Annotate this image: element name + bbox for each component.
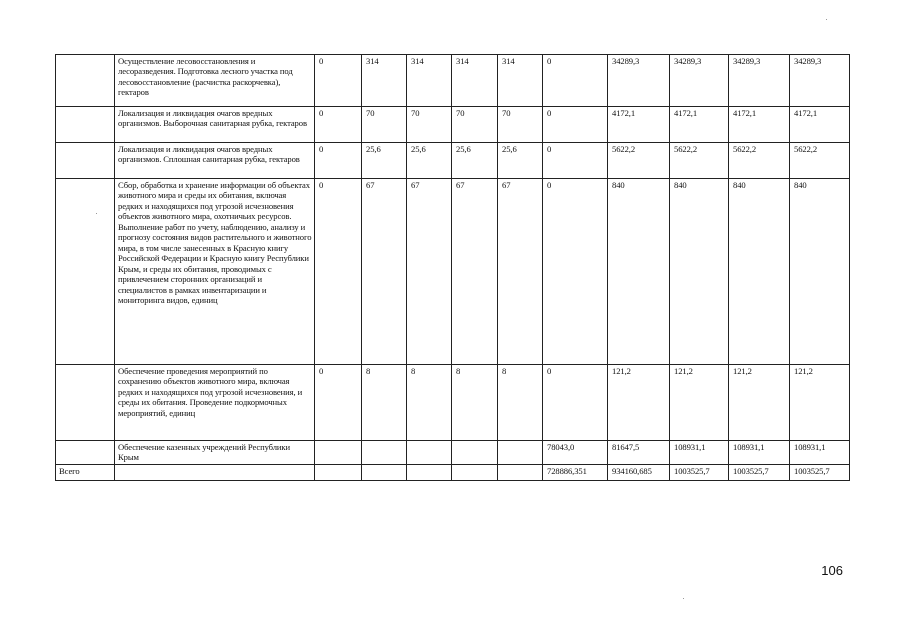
value-cell: 0: [315, 143, 362, 179]
value-cell: 108931,1: [790, 441, 850, 465]
value-cell: 70: [498, 107, 543, 143]
value-cell: [452, 441, 498, 465]
value-cell: 1003525,7: [790, 465, 850, 481]
value-cell: 4172,1: [670, 107, 729, 143]
activity-name-cell: Сбор, обработка и хранение информации об объектах животного мира и среды их обитания, включая редких и находящихся под угрозой исчезновения объектов животного мира, охотничьих ресурсов. Выполнение работ по учету, наблюдению, анализу и прогнозу состояния видов растительного и животного мира, в том числе занесенных в Красную книгу Российской Федерации и Красную книгу Республики Крым, и среды их обитания, проводимых с привлечением сторонних организаций и специалистов в рамках инвентаризации и мониторинга видов, единиц: [115, 179, 315, 365]
value-cell: 70: [362, 107, 407, 143]
value-cell: [407, 465, 452, 481]
value-cell: 314: [452, 55, 498, 107]
activity-name-cell: [115, 465, 315, 481]
scan-speck: [826, 19, 827, 20]
value-cell: 0: [315, 179, 362, 365]
value-cell: 314: [362, 55, 407, 107]
value-cell: 314: [498, 55, 543, 107]
value-cell: 0: [315, 55, 362, 107]
row-label-cell: [56, 365, 115, 441]
table-row: [56, 179, 850, 365]
row-label-cell: Всего: [56, 465, 115, 481]
value-cell: 4172,1: [790, 107, 850, 143]
value-cell: 67: [407, 179, 452, 365]
table-body: [56, 55, 850, 481]
activity-name-cell: Обеспечение казенных учреждений Республики Крым: [115, 441, 315, 465]
activity-name-cell: Осуществление лесовосстановления и лесоразведения. Подготовка лесного участка под лесовосстановление (расчистка раскорчевка), гектаров: [115, 55, 315, 107]
value-cell: 121,2: [608, 365, 670, 441]
value-cell: [315, 465, 362, 481]
activity-name-cell: Обеспечение проведения мероприятий по сохранению объектов животного мира, включая редких и находящихся под угрозой исчезновения, и среды их обитания. Проведение подкормочных мероприятий, единиц: [115, 365, 315, 441]
value-cell: 108931,1: [670, 441, 729, 465]
value-cell: 78043,0: [543, 441, 608, 465]
activity-name-cell: Локализация и ликвидация очагов вредных организмов. Сплошная санитарная рубка, гектаров: [115, 143, 315, 179]
row-label-cell: [56, 107, 115, 143]
activity-name-cell: Локализация и ликвидация очагов вредных организмов. Выборочная санитарная рубка, гектаров: [115, 107, 315, 143]
value-cell: 108931,1: [729, 441, 790, 465]
value-cell: 25,6: [498, 143, 543, 179]
row-label-cell: [56, 55, 115, 107]
table-row: [56, 365, 850, 441]
value-cell: 25,6: [407, 143, 452, 179]
value-cell: 70: [452, 107, 498, 143]
value-cell: 0: [543, 55, 608, 107]
value-cell: 34289,3: [670, 55, 729, 107]
value-cell: 70: [407, 107, 452, 143]
table-row: [56, 55, 850, 107]
value-cell: 314: [407, 55, 452, 107]
value-cell: [498, 465, 543, 481]
value-cell: 0: [543, 365, 608, 441]
budget-table: [55, 54, 850, 481]
value-cell: 67: [498, 179, 543, 365]
value-cell: 8: [362, 365, 407, 441]
page-number: 106: [821, 563, 843, 578]
value-cell: 5622,2: [790, 143, 850, 179]
table-row: [56, 465, 850, 481]
value-cell: [452, 465, 498, 481]
row-label-cell: [56, 441, 115, 465]
scan-speck: [96, 213, 97, 214]
scan-speck: [683, 598, 684, 599]
value-cell: [362, 465, 407, 481]
row-label-cell: [56, 179, 115, 365]
value-cell: 4172,1: [608, 107, 670, 143]
value-cell: 25,6: [452, 143, 498, 179]
value-cell: 1003525,7: [670, 465, 729, 481]
value-cell: 5622,2: [729, 143, 790, 179]
value-cell: 67: [362, 179, 407, 365]
value-cell: 34289,3: [608, 55, 670, 107]
value-cell: 0: [315, 365, 362, 441]
value-cell: 25,6: [362, 143, 407, 179]
value-cell: 840: [729, 179, 790, 365]
value-cell: 8: [498, 365, 543, 441]
value-cell: 4172,1: [729, 107, 790, 143]
value-cell: 840: [608, 179, 670, 365]
value-cell: 121,2: [790, 365, 850, 441]
table-row: [56, 441, 850, 465]
table-row: [56, 107, 850, 143]
value-cell: 5622,2: [608, 143, 670, 179]
value-cell: 67: [452, 179, 498, 365]
value-cell: 934160,685: [608, 465, 670, 481]
value-cell: 81647,5: [608, 441, 670, 465]
value-cell: 728886,351: [543, 465, 608, 481]
value-cell: 0: [543, 107, 608, 143]
value-cell: 121,2: [729, 365, 790, 441]
value-cell: 34289,3: [729, 55, 790, 107]
row-label-cell: [56, 143, 115, 179]
value-cell: [315, 441, 362, 465]
value-cell: 1003525,7: [729, 465, 790, 481]
value-cell: 840: [790, 179, 850, 365]
value-cell: 8: [407, 365, 452, 441]
value-cell: 0: [315, 107, 362, 143]
value-cell: 34289,3: [790, 55, 850, 107]
value-cell: 840: [670, 179, 729, 365]
value-cell: [407, 441, 452, 465]
table-row: [56, 143, 850, 179]
value-cell: 8: [452, 365, 498, 441]
value-cell: 121,2: [670, 365, 729, 441]
value-cell: [362, 441, 407, 465]
value-cell: 5622,2: [670, 143, 729, 179]
value-cell: 0: [543, 143, 608, 179]
value-cell: [498, 441, 543, 465]
value-cell: 0: [543, 179, 608, 365]
